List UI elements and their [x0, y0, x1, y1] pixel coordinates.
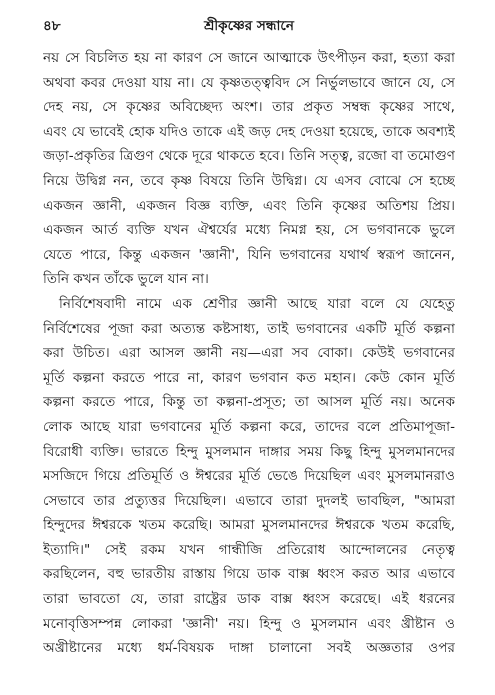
- text-line: মনোবৃত্তিসম্পন্ন লোকরা 'জ্ঞানী' নয়। হিন্দু ও মুসলমান এবং খ্রীষ্টান ও: [43, 615, 455, 632]
- text-line: করছিলেন, বহু ভারতীয় রাস্তায় গিয়ে ডাক বাক্স ধ্বংস করত আর এভাবে: [43, 566, 455, 583]
- text-line: নয় সে বিচলিত হয় না কারণ সে জানে আত্মাকে উৎপীড়ন করা, হত্যা করা: [43, 50, 455, 66]
- text-line: ইত্যাদি।" সেই রকম যখন গান্ধীজি প্রতিরোধ আন্দোলনের নেতৃত্ব: [43, 541, 455, 558]
- text-line: করা উচিত। এরা আসল জ্ঞানী নয়—এরা সব বোকা। কেউই ভগবানের: [43, 345, 455, 362]
- text-line: দেহ নয়, সে কৃষ্ণের অবিচ্ছেদ্য অংশ। তার প্রকৃত সম্বন্ধ কৃষ্ণের সাথে,: [43, 99, 455, 116]
- text-line: মসজিদে গিয়ে প্রতিমূর্তি ও ঈশ্বরের মূর্তি ভেঙে দিয়েছিল এবং মুসলমানরাও: [43, 468, 455, 485]
- text-line: তিনি কখন তাঁকে ভুলে যান না।: [43, 271, 209, 288]
- text-line: এবং যে ভাবেই হোক যদিও তাকে এই জড় দেহ দেওয়া হয়েছে, তাকে অবশ্যই: [43, 123, 455, 140]
- text-line: যেতে পারে, কিন্তু একজন 'জ্ঞানী', যিনি ভগবানের যথার্থ স্বরূপ জানেন,: [43, 246, 455, 263]
- text-line: হিন্দুদের ঈশ্বরকে খতম করেছি। আমরা মুসলমানদের ঈশ্বরকে খতম করেছি,: [43, 517, 455, 534]
- text-line: একজন আর্ত ব্যক্তি যখন ঐশ্বর্যের মধ্যে নিমগ্ন হয়, সে ভগবানকে ভুলে: [43, 222, 455, 239]
- text-line: জড়া-প্রকৃতির ত্রিগুণ থেকে দূরে থাকতে হবে। তিনি সত্ত্ব, রজো বা তমোগুণ: [43, 148, 455, 165]
- text-line: সেভাবে তার প্রত্যুত্তর দিয়েছিল। এভাবে তারা দুদলই ভাবছিল, "আমরা: [43, 492, 455, 509]
- page-header: [43, 14, 455, 38]
- paragraph-2: [43, 292, 455, 661]
- text-line: বিরোধী ব্যক্তি। ভারতে হিন্দু মুসলমান দাঙ্গার সময় কিছু হিন্দু মুসলমানদের: [43, 443, 455, 460]
- text-line: নির্বিশেষবাদী নামে এক শ্রেণীর জ্ঞানী আছে যারা বলে যে যেহেতু: [59, 295, 455, 312]
- text-line: নির্বিশেষের পূজা করা অত্যন্ত কষ্টসাধ্য, তাই ভগবানের একটি মূর্তি কল্পনা: [43, 320, 455, 337]
- text-line: কল্পনা করতে পারে, কিন্তু তা কল্পনা-প্রসূত; তা আসল মূর্তি নয়। অনেক: [43, 394, 455, 411]
- text-line: একজন জ্ঞানী, একজন বিজ্ঞ ব্যক্তি, এবং তিনি কৃষ্ণের অতিশয় প্রিয়।: [43, 197, 455, 214]
- text-line: লোক আছে যারা ভগবানের মূর্তি কল্পনা করে, তাদের বলে প্রতিমাপূজা-: [43, 418, 455, 435]
- text-line: তারা ভাবতো যে, তারা রাষ্ট্রের ডাক বাক্স ধ্বংস করেছে। এই ধরনের: [43, 591, 455, 608]
- text-line: অথবা কবর দেওয়া যায় না। যে কৃষ্ণতত্ত্ববিদ সে নির্ভুলভাবে জানে যে, সে: [43, 74, 455, 91]
- page-number: ৪৮: [43, 18, 61, 34]
- running-title: শ্রীকৃষ্ণের সন্ধানে: [204, 18, 294, 34]
- body-text: [43, 46, 455, 661]
- text-line: মূর্তি কল্পনা করতে পারে না, কারণ ভগবান কত মহান। কেউ কোন মূর্তি: [43, 369, 455, 386]
- text-line: অখ্রীষ্টানের মধ্যে ধর্ম-বিষয়ক দাঙ্গা চালানো সবই অজ্ঞতার ওপর: [43, 640, 455, 657]
- paragraph-1: [43, 46, 455, 292]
- text-line: নিয়ে উদ্বিগ্ন নন, তবে কৃষ্ণ বিষয়ে তিনি উদ্বিগ্ন। যে এসব বোঝে সে হচ্ছে: [43, 172, 455, 189]
